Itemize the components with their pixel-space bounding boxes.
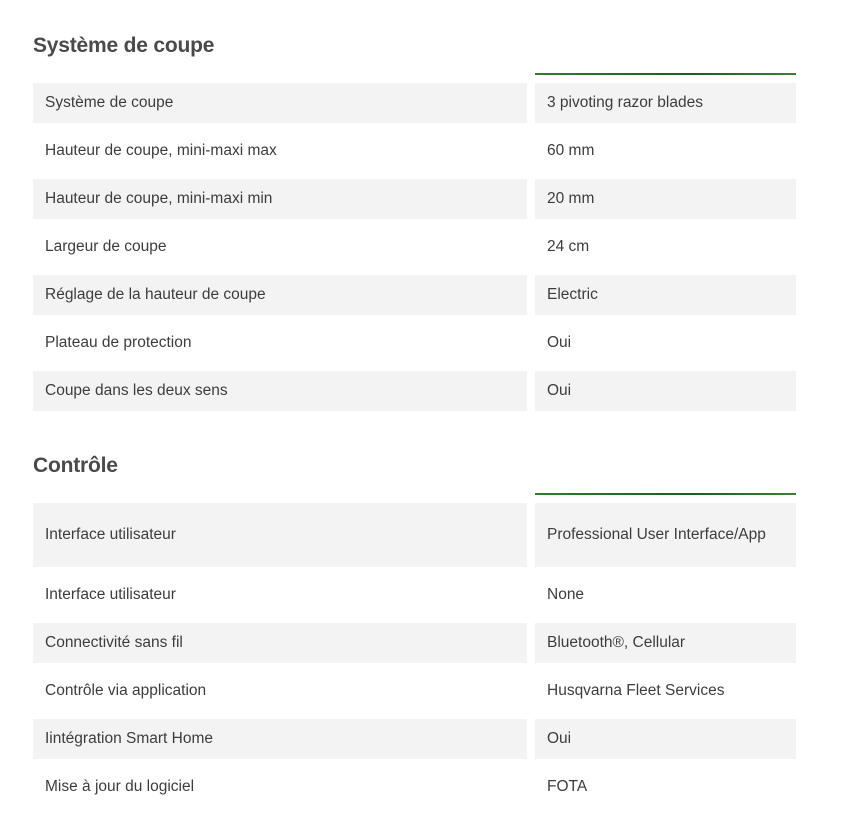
- section-title: Système de coupe: [33, 34, 215, 57]
- spec-label: Plateau de protection: [45, 334, 192, 351]
- spec-value: [535, 503, 796, 567]
- spec-label: Largeur de coupe: [45, 238, 167, 255]
- spec-label: Interface utilisateur: [45, 586, 176, 603]
- table-row: [33, 575, 796, 615]
- table-row: [33, 719, 796, 759]
- table-row: [33, 275, 796, 315]
- spec-table: [33, 83, 796, 411]
- spec-label: Contrôle via application: [45, 682, 207, 699]
- spec-label: Connectivité sans fil: [33, 623, 527, 663]
- spec-value: Electric: [535, 275, 796, 315]
- spec-value: None: [547, 586, 585, 603]
- spec-value: FOTA: [547, 778, 588, 795]
- table-row: [33, 623, 796, 663]
- spec-value: Oui: [535, 719, 796, 759]
- spec-label: Interface utilisateur: [33, 503, 527, 567]
- spec-value: Oui: [547, 334, 572, 351]
- spec-label: Mise à jour du logiciel: [45, 778, 195, 795]
- spec-value: Bluetooth®, Cellular: [535, 623, 796, 663]
- spec-label: Coupe dans les deux sens: [33, 371, 527, 411]
- accent-divider-row: [33, 493, 796, 509]
- table-row: [33, 131, 796, 171]
- table-row: [33, 179, 796, 219]
- spec-label: Hauteur de coupe, mini-maxi min: [33, 179, 527, 219]
- table-row: [33, 671, 796, 711]
- table-row: [33, 503, 796, 567]
- spec-value: 24 cm: [547, 238, 590, 255]
- spec-value: Husqvarna Fleet Services: [547, 682, 725, 699]
- spec-label: Hauteur de coupe, mini-maxi max: [45, 142, 277, 159]
- table-row: [33, 371, 796, 411]
- table-row: [33, 227, 796, 267]
- spec-label: Iintégration Smart Home: [33, 719, 527, 759]
- table-row: [33, 767, 796, 807]
- accent-divider-row: [33, 73, 796, 89]
- spec-label: Réglage de la hauteur de coupe: [33, 275, 527, 315]
- spec-value: 60 mm: [547, 142, 595, 159]
- section-control: [33, 451, 796, 807]
- spec-label: Système de coupe: [33, 83, 527, 123]
- spec-value: 20 mm: [535, 179, 796, 219]
- spec-value-text: Professional User Interface/App: [547, 526, 766, 543]
- section-cutting-system: [33, 31, 796, 411]
- accent-divider: [535, 73, 796, 75]
- table-row: [33, 323, 796, 363]
- section-title: Contrôle: [33, 454, 118, 477]
- accent-divider: [535, 493, 796, 495]
- spec-value: Oui: [535, 371, 796, 411]
- spec-table: [33, 503, 796, 807]
- table-row: [33, 83, 796, 123]
- spec-value: 3 pivoting razor blades: [535, 83, 796, 123]
